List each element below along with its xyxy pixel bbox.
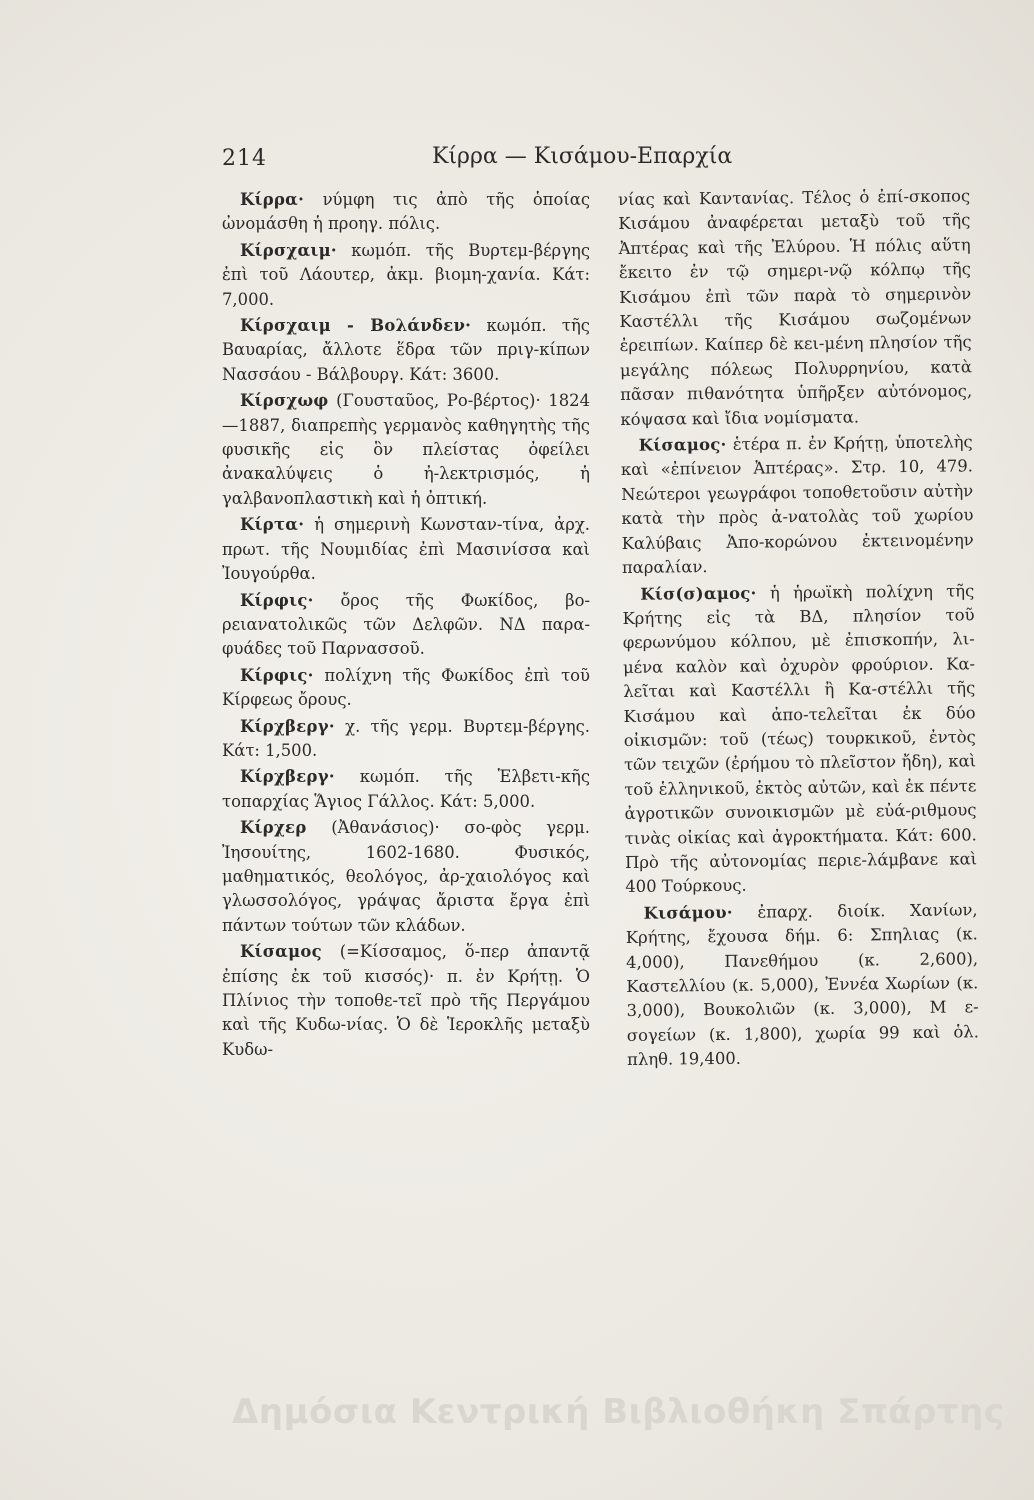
entry-headword: Κίρφις· — [240, 665, 314, 685]
dictionary-entry — [222, 664, 590, 713]
entry-headword: Κίρτα· — [240, 515, 305, 535]
dictionary-entry — [222, 513, 590, 586]
entry-headword: Κίρσχωφ — [240, 391, 329, 411]
entry-headword: Κίσ(σ)αμος· — [640, 583, 757, 604]
entry-headword: Κίρρα· — [240, 190, 305, 209]
page-header — [222, 142, 802, 186]
entry-headword: Κίρχβεργ· — [240, 716, 335, 736]
entry-text: κωμόπ. τῆς Βαυαρίας, ἄλλοτε ἕδρα τῶν πριγ-κίπων Νασσάου - Βάλβουργ. Κάτ: 3600. — [222, 316, 590, 384]
entry-headword: Κίρχερ — [240, 818, 307, 838]
entry-headword: Κισάμου· — [643, 902, 733, 923]
entry-headword: Κίρχβεργ· — [240, 767, 335, 787]
dictionary-entry — [222, 239, 590, 312]
dictionary-entry — [622, 579, 977, 900]
running-title: Κίρρα — Κισάμου-Επαρχία — [432, 144, 733, 169]
entry-text: (=Κίσσαμος, ὅ-περ ἀπαντᾷ ἐπίσης ἐκ τοῦ κισσός)· π. ἐν Κρήτῃ. Ὁ Πλίνιος τὴν τοποθε-τεῖ πρὸ τῆς Περγάμου καὶ τῆς Κυδω-νίας. Ὁ δὲ Ἱεροκλῆς μεταξὺ Κυδω- — [222, 942, 590, 1059]
entry-headword: Κίρφις· — [240, 590, 314, 610]
entry-headword: Κίρσχαιμ· — [240, 240, 337, 260]
dictionary-entry — [222, 589, 590, 662]
entry-text: κωμόπ. τῆς Βυρτεμ-βέργης ἐπὶ τοῦ Λάουτερ, ἀκμ. βιομη-χανία. Κάτ: 7,000. — [222, 240, 590, 309]
dictionary-entry — [222, 765, 590, 814]
entry-headword: Κίσαμος· — [638, 434, 727, 455]
dictionary-entry — [222, 188, 590, 237]
page-number: 214 — [222, 146, 267, 171]
entry-text: (Ἀθανάσιος)· σο-φὸς γερμ. Ἰησουίτης, 1602-1680. Φυσικός, μαθηματικός, θεολόγος, ἀρ-χαιολόγος καὶ γλωσσολόγος, γράψας ἄριστα ἔργα ἐπὶ πάντων τούτων τῶν κλάδων. — [222, 818, 590, 935]
entry-text: νύμφη τις ἀπὸ τῆς ὁποίας ὠνομάσθη ἡ προηγ. πόλις. — [222, 190, 590, 234]
entry-text: ὄρος τῆς Φωκίδος, βο-ρειανατολικῶς τῶν Δελφῶν. ΝΔ παρα-φυάδες τοῦ Παρνασσοῦ. — [222, 590, 590, 659]
entry-text: (Γουσταῦος, Ρο-βέρτος)· 1824—1887, διαπρεπὴς γερμανὸς καθηγητὴς τῆς φυσικῆς εἰς ὃν πλείστας ὀφείλει ἀνακαλύψεις ὁ ἠ-λεκτρισμός, ἡ γαλβανοπλαστικὴ καὶ ἡ ὀπτική. — [222, 391, 590, 508]
entry-headword: Κίσαμος — [240, 942, 322, 962]
dictionary-entry — [222, 314, 590, 387]
entry-text: κωμόπ. τῆς Ἑλβετι-κῆς τοπαρχίας Ἅγιος Γάλλος. Κάτ: 5,000. — [222, 767, 590, 811]
entry-headword: Κίρσχαιμ - Βολάνδεν· — [240, 316, 472, 336]
entry-text: ἡ σημερινὴ Κωνσταν-τίνα, ἀρχ. πρωτ. τῆς Νουμιδίας ἐπὶ Μασινίσσα καὶ Ἰουγούρθα. — [222, 515, 590, 584]
entry-text: ἡ ἡρωϊκὴ πολίχνη τῆς Κρήτης εἰς τὰ ΒΔ, πλησίον τοῦ φερωνύμου κόλπου, μὲ ἐπισκοπήν, λι-μένα καλὸν καὶ ὀχυρὸν φρούριον. Κα-λεῖται καὶ Καστέλλι ἢ Κα-στέλλι τῆς Κισάμου καὶ ἀπο-τελεῖται ἐκ δύο οἰκισμῶν: τοῦ (τέως) τουρκικοῦ, ἐντὸς τῶν τειχῶν (ἐρήμου τὸ πλεῖστον ἤδη), καὶ τοῦ ἑλληνικοῦ, ἐκτὸς αὐτῶν, καὶ ἐκ πέντε ἀγροτικῶν συνοικισμῶν μὲ εὐά-ριθμους τινὰς οἰκίας καὶ ἀγροκτήματα. Κάτ: 600. Πρὸ τῆς αὐτονομίας περιε-λάμβανε καὶ 400 Τούρκους. — [622, 580, 978, 897]
right-column — [618, 184, 979, 1074]
dictionary-entry — [625, 898, 979, 1073]
dictionary-entry — [222, 715, 590, 764]
dictionary-entry — [222, 940, 590, 1062]
library-watermark: Δημόσια Κεντρική Βιβλιοθήκη Σπάρτης — [232, 1392, 1005, 1432]
dictionary-entry — [222, 389, 590, 511]
entry-text: ἑτέρα π. ἐν Κρήτῃ, ὑποτελὴς καὶ «ἐπίνειον Ἀπτέρας». Στρ. 10, 479. Νεώτεροι γεωγράφοι τοποθετοῦσιν αὐτὴν κατὰ τὴν πρὸς ἀ-νατολὰς τοῦ χωρίου Καλύβαις Ἀπο-κορώνου ἐκτεινομένην παραλίαν. — [620, 432, 974, 578]
entry-text: χ. τῆς γερμ. Βυρτεμ-βέργης. Κάτ: 1,500. — [222, 716, 590, 760]
dictionary-entry-continuation — [618, 184, 973, 432]
entry-text: πολίχνη τῆς Φωκίδος ἐπὶ τοῦ Κίρφεως ὄρους. — [222, 665, 590, 710]
dictionary-entry — [222, 816, 590, 938]
dictionary-entry — [621, 430, 975, 580]
left-column — [222, 188, 590, 1064]
entry-text: ἐπαρχ. διοίκ. Χανίων, Κρήτης, ἔχουσα δήμ. 6: Σπηλιας (κ. 4,000), Πανεθήμου (κ. 2,600), Καστελλίου (κ. 5,000), Ἐννέα Χωρίων (κ. 3,000), Βουκολιῶν (κ. 3,000), Μ ε-σογείων (κ. 1,800), χωρία 99 καὶ ὁλ. πληθ. 19,400. — [625, 900, 979, 1070]
entry-text: νίας καὶ Καντανίας. Τέλος ὁ ἐπί-σκοπος Κισάμου ἀναφέρεται μεταξὺ τοῦ τῆς Ἀπτέρας καὶ τῆς Ἐλύρου. Ἡ πόλις αὕτη ἔκειτο ἐν τῷ σημερι-νῷ κόλπῳ τῆς Κισάμου ἐπὶ τῶν παρὰ τὸ σημερινὸν Καστέλλι τῆς Κισάμου σωζομένων ἐρειπίων. Καίπερ δὲ κει-μένη πλησίον τῆς μεγάλης πόλεως Πολυρρηνίου, κατὰ πᾶσαν πιθανότητα ὑπῆρξεν αὐτόνομος, κόψασα καὶ ἴδια νομίσματα. — [618, 186, 973, 429]
